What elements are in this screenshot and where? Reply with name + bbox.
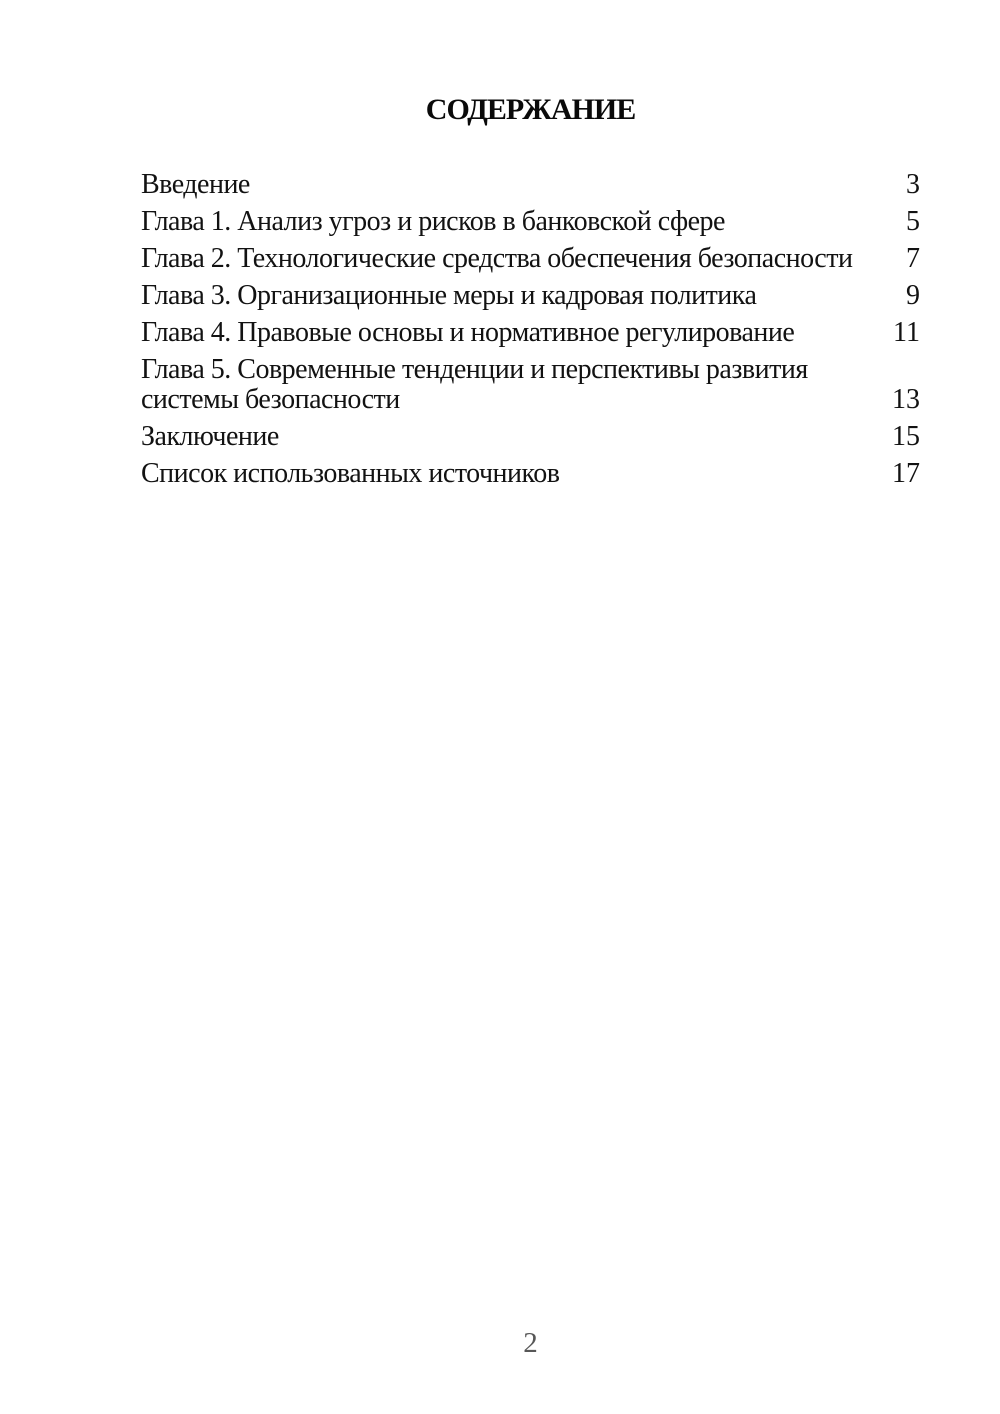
- toc-row: [141, 281, 920, 311]
- toc-entry-label: Глава 4. Правовые основы и нормативное регулирование: [141, 317, 795, 348]
- toc-entry-page-number: 17: [892, 458, 920, 489]
- toc-row: [141, 207, 920, 237]
- toc-entry-page-number: 13: [892, 384, 920, 415]
- toc-entry-label: Глава 1. Анализ угроз и рисков в банковской сфере: [141, 206, 725, 237]
- toc-row-continuation: [141, 385, 920, 415]
- toc-entry-page-number: 5: [906, 206, 920, 237]
- toc-entry-label: Список использованных источников: [141, 458, 560, 489]
- toc-entry-page-number: 15: [892, 421, 920, 452]
- toc-entry-page-number: 9: [906, 280, 920, 311]
- toc-entry-page-number: 11: [893, 317, 920, 348]
- toc-row: [141, 170, 920, 200]
- toc-row: [141, 459, 920, 489]
- toc-entry-label: системы безопасности: [141, 384, 400, 415]
- toc-entry-label: Глава 5. Современные тенденции и перспективы развития: [141, 354, 808, 385]
- toc-row: [141, 422, 920, 452]
- toc-entry-label: Заключение: [141, 421, 279, 452]
- footer-page-number: 2: [523, 1327, 538, 1359]
- toc-entry-page-number: 7: [906, 243, 920, 274]
- toc-row: [141, 244, 920, 274]
- toc-entry-label: Глава 2. Технологические средства обеспечения безопасности: [141, 243, 853, 274]
- toc-entry-label: Введение: [141, 169, 250, 200]
- toc-entry-page-number: 3: [906, 169, 920, 200]
- toc-row: [141, 318, 920, 348]
- toc-entry-label: Глава 3. Организационные меры и кадровая политика: [141, 280, 757, 311]
- table-of-contents: [141, 170, 920, 489]
- toc-row: [141, 355, 920, 385]
- page-title: СОДЕРЖАНИЕ: [425, 93, 636, 126]
- page-content: [0, 0, 1000, 489]
